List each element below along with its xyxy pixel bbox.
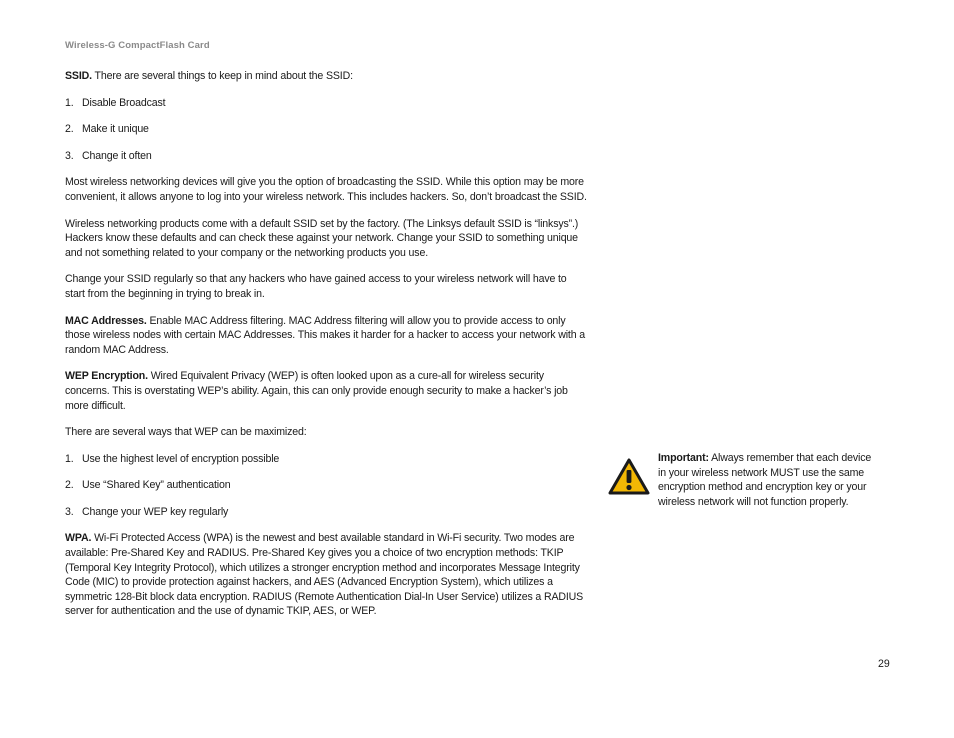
mac-heading: MAC Addresses. [65, 314, 147, 327]
important-note-heading: Important: [658, 452, 709, 464]
mac-paragraph: MAC Addresses. Enable MAC Address filtering. MAC Address filtering will allow you to provide access to only those wireless nodes with certain MAC Addresses. This makes it harder for a hacker to access your network with a random MAC Address. [65, 314, 585, 356]
list-item: 1. Use the highest level of encryption possible [65, 452, 280, 465]
wep-heading: WEP Encryption. [65, 370, 148, 383]
important-note-text: Always remember that each device in your wireless network MUST use the same encryption method and encryption key or your wireless network will not function properly. [658, 452, 872, 508]
ssid-intro: SSID. There are several things to keep in mind about the SSID: [65, 70, 353, 82]
main-column [65, 69, 587, 631]
wpa-paragraph: WPA. Wi-Fi Protected Access (WPA) is the newest and best available standard in Wi-Fi security. Two modes are available: Pre-Shared Key and RADIUS. Pre-Shared Key gives you a choice of two encryption methods: TKIP (Temporal Key Integrity Protocol), which utilizes a stronger encryption method and incorporates Message Integrity Code (MIC) to provide protection against hackers, and AES (Advanced Encryption System), which utilizes a symmetric 128-Bit block data encryption. RADIUS (Remote Authentication Dial-In User Service) utilizes a RADIUS server for authentication and the use of dynamic TKIP, AES, or WEP. [65, 532, 584, 618]
list-item: 3. Change your WEP key regularly [65, 505, 229, 518]
ssid-heading: SSID. [65, 70, 92, 82]
important-note [658, 451, 876, 509]
list-item: 2. Make it unique [65, 123, 149, 136]
list-item: 1. Disable Broadcast [65, 96, 166, 109]
list-item: 3. Change it often [65, 149, 152, 162]
wep-ways-intro: There are several ways that WEP can be maximized: [65, 426, 307, 439]
wpa-heading: WPA. [65, 532, 92, 545]
list-item: 2. Use “Shared Key” authentication [65, 479, 231, 492]
warning-triangle-icon [608, 458, 650, 495]
running-header: Wireless-G CompactFlash Card [65, 40, 210, 51]
wep-paragraph: WEP Encryption. Wired Equivalent Privacy (WEP) is often looked upon as a cure-all for wireless security concerns. This is overstating WEP’s ability. Again, this can only provide enough security to make a hacker’s job more difficult. [65, 370, 568, 412]
page-number: 29 [878, 658, 890, 670]
ssid-change-paragraph: Change your SSID regularly so that any hackers who have gained access to your wireless network will have to start from the beginning in trying to break in. [65, 273, 567, 300]
ssid-default-paragraph: Wireless networking products come with a default SSID set by the factory. (The Linksys default SSID is “linksys”.) Hackers know these defaults and can check these against your network. Change your SSID to something unique and not something related to your company or the networking products you use. [65, 217, 579, 259]
ssid-broadcast-paragraph: Most wireless networking devices will give you the option of broadcasting the SSID. While this option may be more convenient, it allows anyone to log into your wireless network. This includes hackers. So, don’t broadcast the SSID. [65, 176, 587, 203]
